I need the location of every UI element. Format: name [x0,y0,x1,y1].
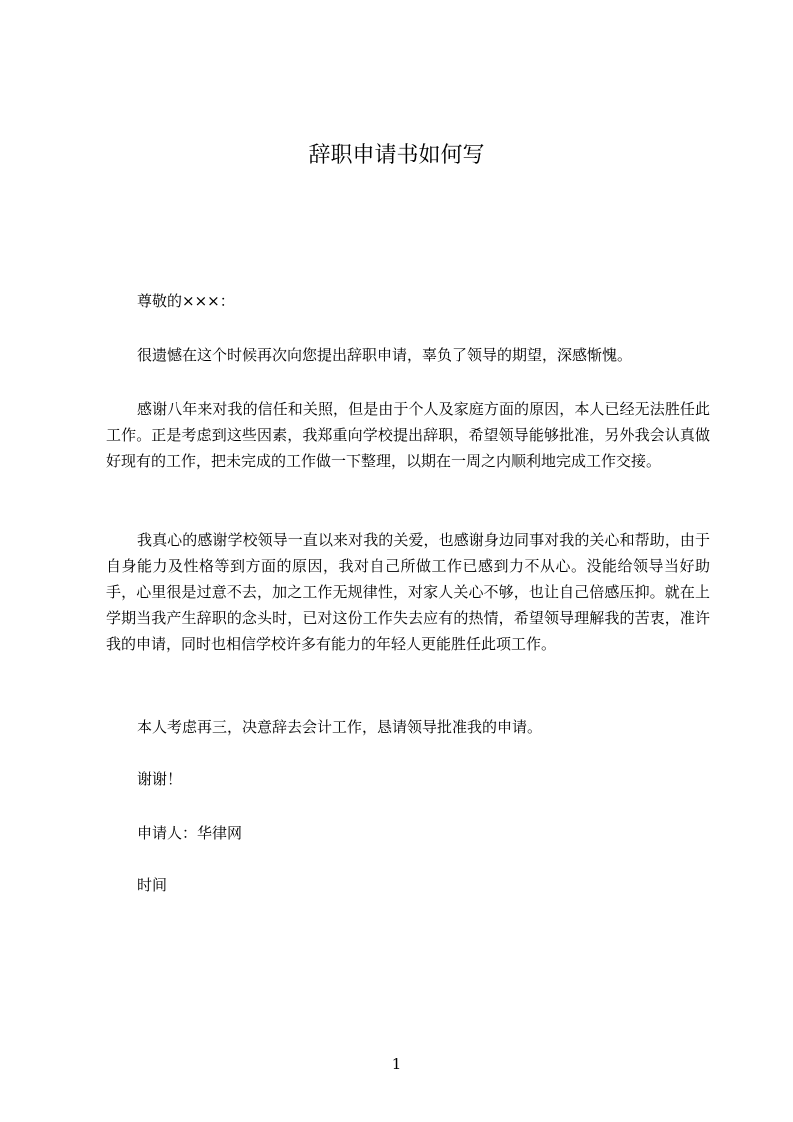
paragraph-reason: 感谢八年来对我的信任和关照，但是由于个人及家庭方面的原因，本人已经无法胜任此工作。正是考虑到这些因素，我郑重向学校提出辞职，希望领导能够批准，另外我会认真做好现有的工作，把未完成的工作做一下整理，以期在一周之内顺利地完成工作交接。 [106,400,710,470]
paragraph-decision: 本人考虑再三，决意辞去会计工作，恳请领导批准我的申请。 [137,718,543,736]
paragraph-gratitude: 我真心的感谢学校领导一直以来对我的关爱，也感谢身边同事对我的关心和帮助，由于自身能力及性格等到方面的原因，我对自己所做工作已感到力不从心。没能给领导当好助手，心里很是过意不去，加之工作无规律性，对家人关心不够，也让自己倍感压抑。就在上学期当我产生辞职的念头时，已对这份工作失去应有的热情，希望领导理解我的苦衷，准许我的申请，同时也相信学校许多有能力的年轻人更能胜任此项工作。 [106,531,710,653]
greeting: 尊敬的×××： [137,292,235,310]
date-label: 时间 [137,876,168,894]
paragraph-apology: 很遗憾在这个时候再次向您提出辞职申请，辜负了领导的期望，深感惭愧。 [137,346,633,364]
page-number: 1 [391,1055,402,1073]
applicant-signature: 申请人：华律网 [137,824,243,842]
closing-thanks: 谢谢！ [137,770,183,788]
document-title: 辞职申请书如何写 [308,143,485,168]
